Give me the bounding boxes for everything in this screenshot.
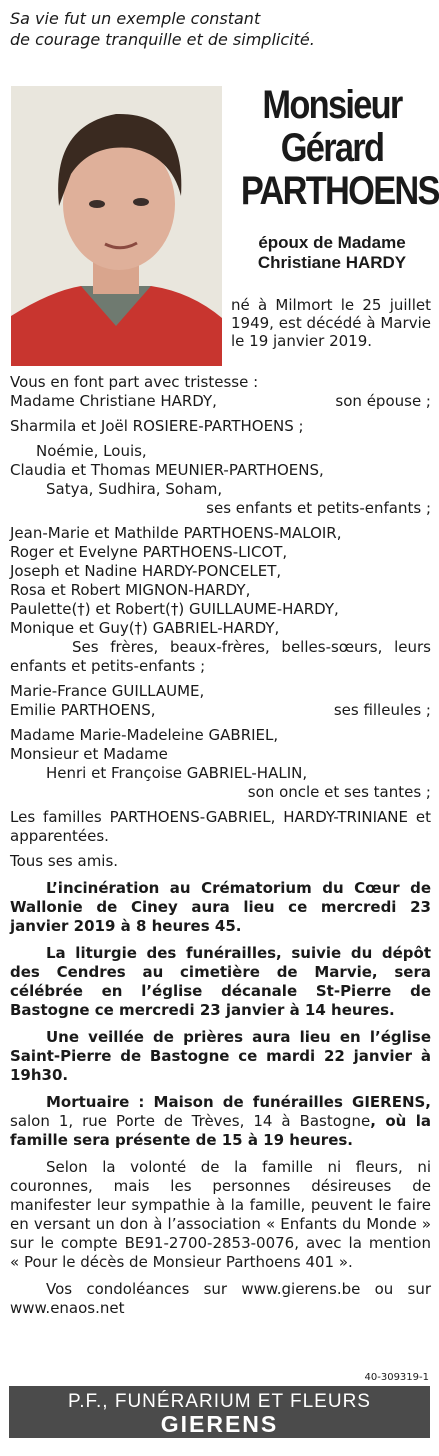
reference-number: 40-309319-1 [364,1372,429,1383]
family-name: Rosa et Robert MIGNON-HARDY, [10,581,251,599]
family-name: Madame Marie-Madeleine GABRIEL, [10,726,279,744]
intro-text: Vous en font part avec tristesse : [10,373,259,391]
family-role: ses enfants et petits-enfants ; [206,499,431,517]
family-name: Monsieur et Madame [10,745,168,763]
deceased-name [240,83,439,213]
family-role: son épouse ; [335,392,431,410]
family-name: Marie-France GUILLAUME, [10,682,205,700]
name-last: PARTHOENS [240,169,439,213]
banner-brand: GIERENS [160,1411,279,1437]
spouse-line: époux de Madame [258,233,406,252]
family-role: son oncle et ses tantes ; [247,783,431,801]
wishes-text: Selon la volonté de la famille ni fleurs, ni couronnes, mais les personnes désireuses de manifester leur sympathie à la famille, peuvent le faire en versant un don à l’association « Enfants du Monde » sur le compte BE91-2700-2853-0076, avec la mention « Pour le décès de Monsieur Parthoens 401 ». [10,1158,431,1271]
epigraph [10,8,430,50]
family-role: Ses frères, beaux-frères, belles-sœurs, leurs enfants et petits-enfants ; [10,638,431,675]
family-name: Emilie PARTHOENS, [10,701,156,719]
families-text: Les familles PARTHOENS-GABRIEL, HARDY-TRINIANE et apparentées. [10,808,431,845]
family-name: Claudia et Thomas MEUNIER-PARTHOENS, [10,461,324,479]
family-name: Monique et Guy(†) GABRIEL-HARDY, [10,619,280,637]
birth-death-info: né à Milmort le 25 juillet 1949, est décédé à Marvie le 19 janvier 2019. [231,296,431,350]
condolences-text: Vos condoléances sur www.gierens.be ou sur www.enaos.net [10,1280,431,1317]
family-name: Noémie, Louis, [36,442,147,460]
banner-prefix: P.F., FUNÉRARIUM ET FLEURS [68,1391,371,1412]
banner-city: BASTOGNE [24,1438,110,1455]
funeral-home-banner [9,1386,430,1455]
spouse-info [226,233,438,273]
portrait-illustration [11,86,222,366]
banner-contacts: - 061 21 24 82 - 061 21 13 87 - WWW.GIERENS.BE [109,1439,415,1454]
friends-text: Tous ses amis. [10,852,119,870]
family-row [10,701,431,720]
vigil-text: Une veillée de prières aura lieu en l’église Saint-Pierre de Bastogne ce mardi 22 janvier à 19h30. [10,1028,431,1084]
family-name: Paulette(†) et Robert(†) GUILLAUME-HARDY, [10,600,339,618]
family-name: Madame Christiane HARDY, [10,392,217,410]
family-name: Roger et Evelyne PARTHOENS-LICOT, [10,543,288,561]
cremation-text: L’incinération au Crématorium du Cœur de Wallonie de Ciney aura lieu ce mercredi 23 janvier 2019 à 8 heures 45. [10,879,431,935]
banner-line-1 [9,1386,430,1438]
family-name: Henri et Françoise GABRIEL-HALIN, [46,764,308,782]
mortuary-label: Mortuaire : Maison de funérailles GIERENS, [46,1093,431,1111]
mortuary-text [10,1093,431,1150]
family-name: Satya, Sudhira, Soham, [46,480,223,498]
liturgy-text: La liturgie des funérailles, suivie du dépôt des Cendres au cimetière de Marvie, sera célébrée en l’église décanale St-Pierre de Bastogne ce mercredi 23 janvier à 14 heures. [10,944,431,1019]
family-name: Joseph et Nadine HARDY-PONCELET, [10,562,282,580]
banner-line-2 [9,1438,430,1456]
epigraph-line: de courage tranquille et de simplicité. [10,30,315,49]
family-name: Jean-Marie et Mathilde PARTHOENS-MALOIR, [10,524,342,542]
family-name: Sharmila et Joël ROSIERE-PARTHOENS ; [10,417,304,435]
name-first: Gérard [280,126,384,170]
mortuary-address: salon 1, rue Porte de Trèves, 14 à Bastogne [10,1112,371,1130]
siblings-list [10,524,431,638]
mortuary-presence: , où la famille sera présente de 15 à 19 heures. [10,1112,431,1149]
spouse-line: Christiane HARDY [257,253,407,272]
name-title: Monsieur [262,83,402,127]
epigraph-line: Sa vie fut un exemple constant [10,9,261,28]
notice-body [10,373,431,1318]
family-role: ses filleules ; [333,701,431,719]
family-row [10,392,431,411]
portrait-photo [11,86,222,366]
